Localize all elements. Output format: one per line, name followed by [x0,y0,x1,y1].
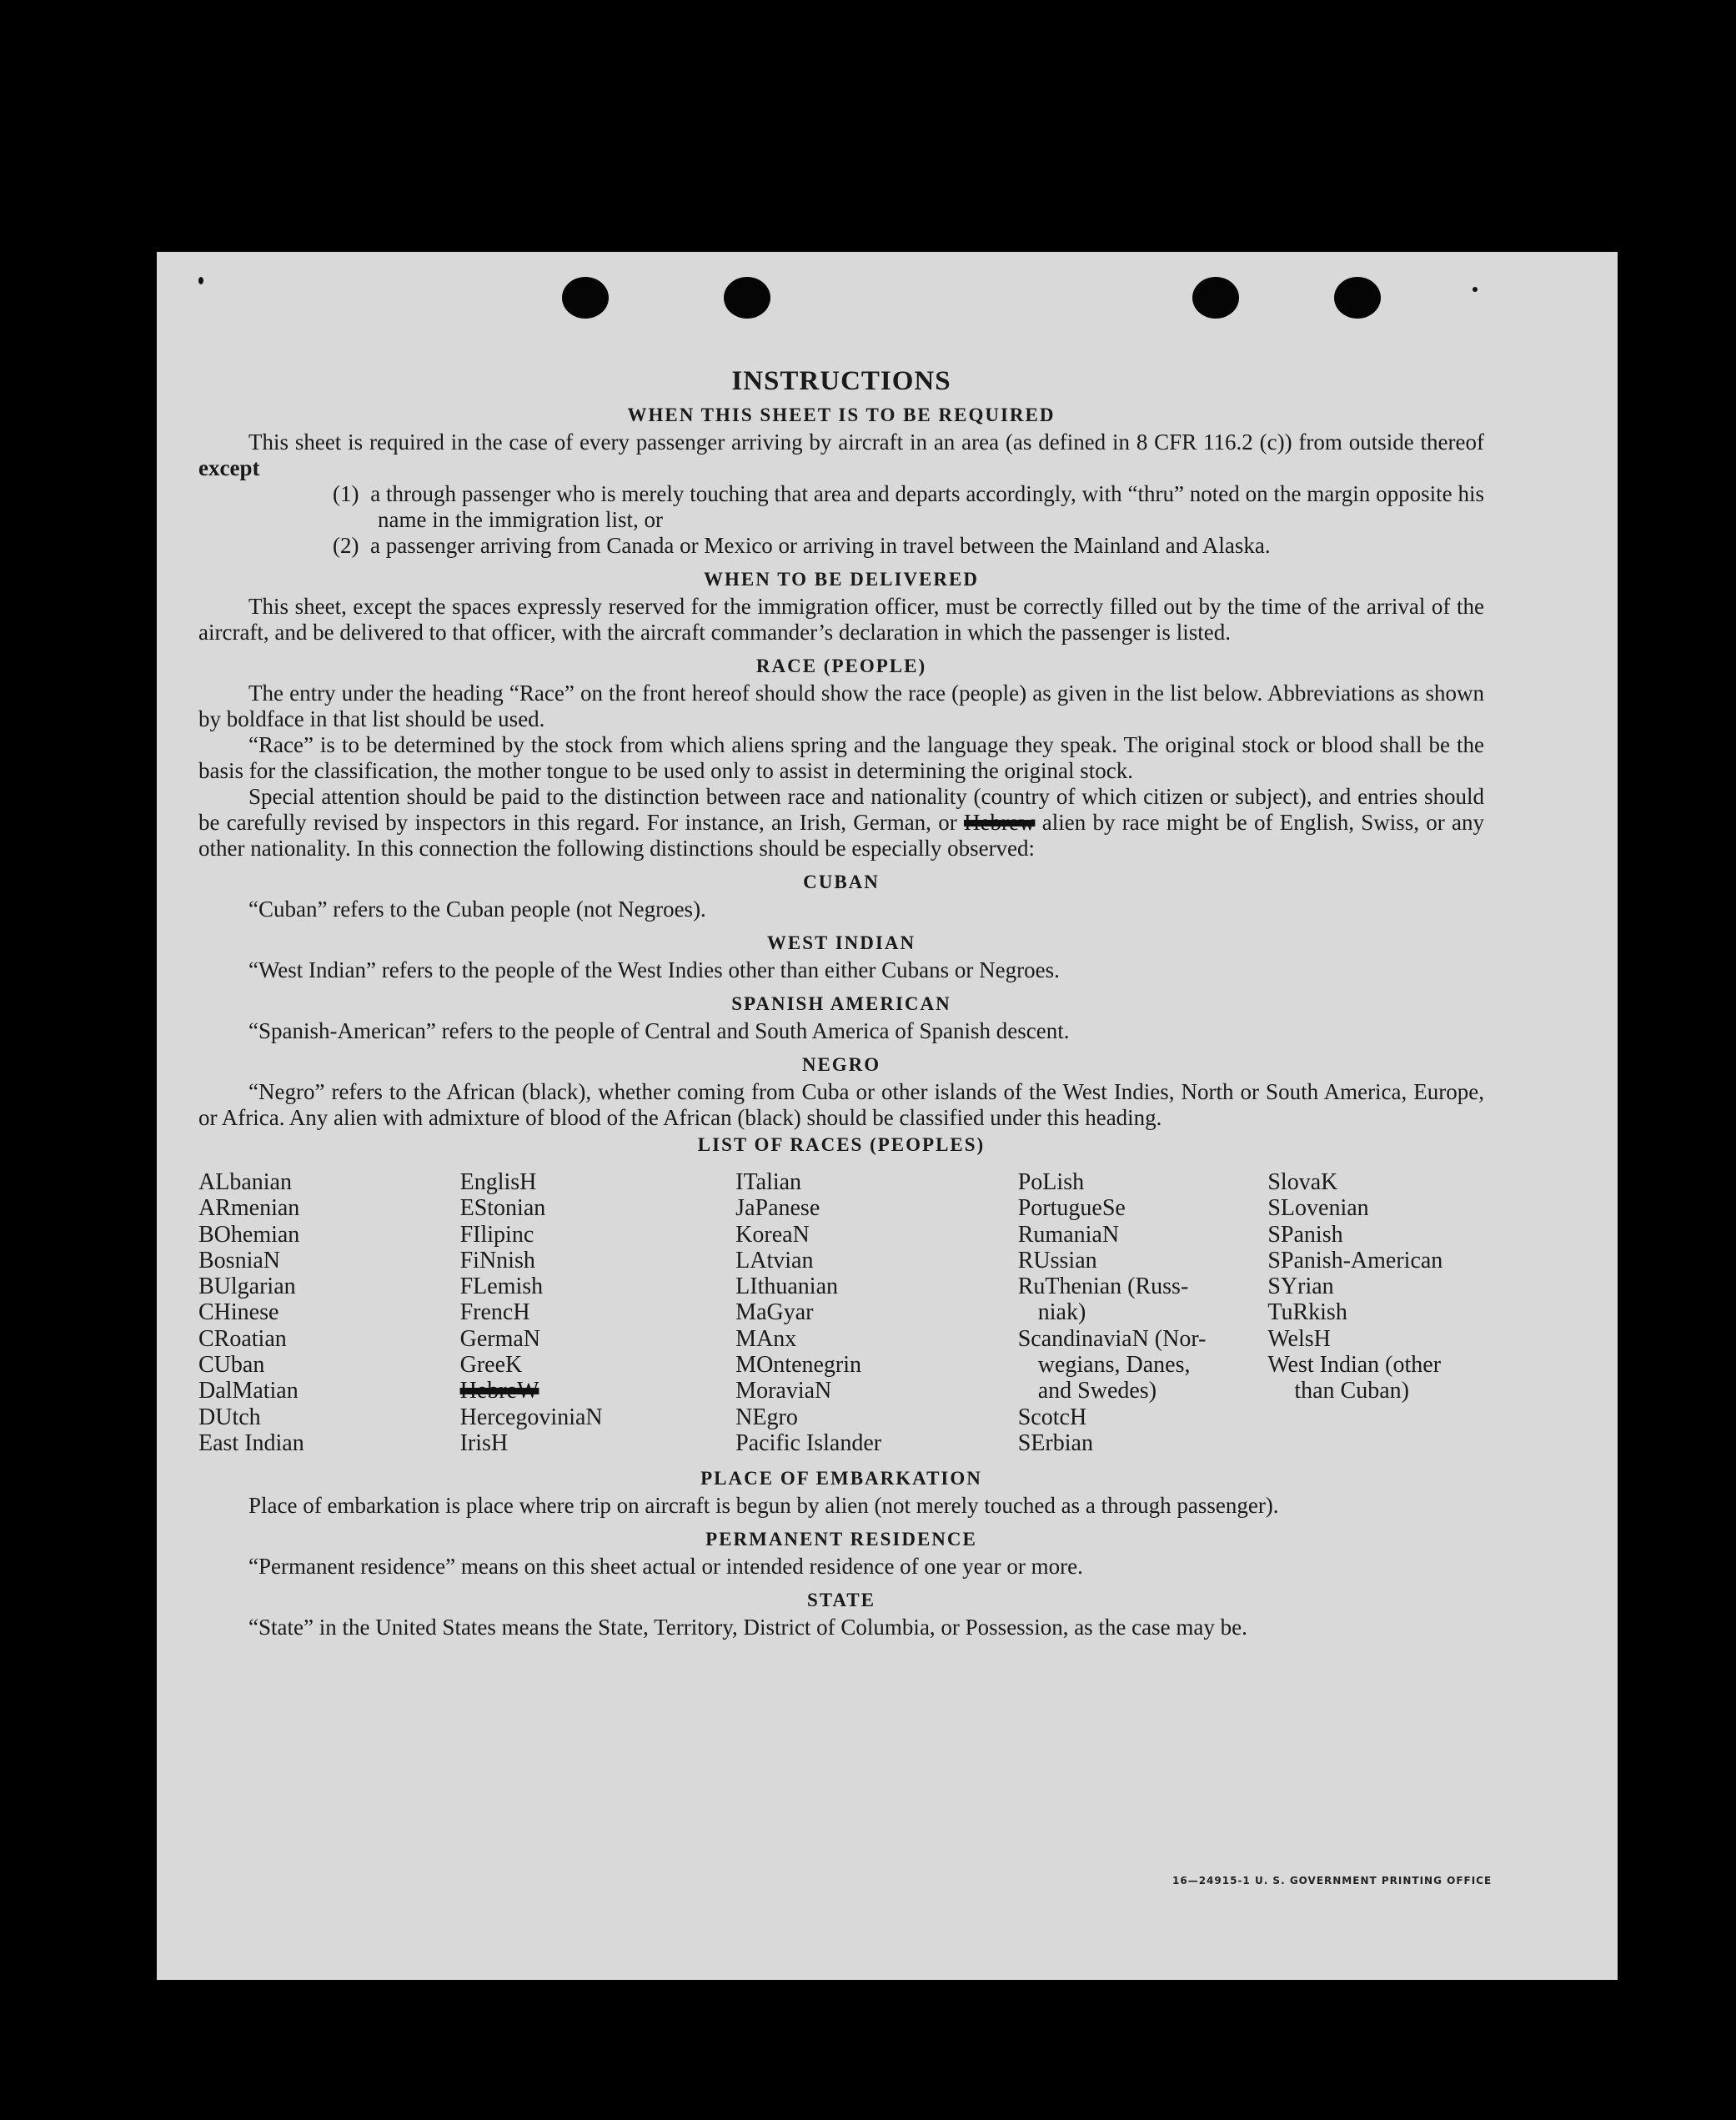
race-item: SYrian [1267,1274,1334,1300]
section-heading-embarkation: PLACE OF EMBARKATION [700,1468,982,1490]
race-item: BOhemian [198,1221,300,1248]
race-item: MOntenegrin [735,1352,862,1379]
speck [198,277,203,284]
struck-word: Hebrew [963,810,1036,835]
race-item: KoreaN [735,1221,810,1248]
race-item: MoraviaN [735,1378,832,1404]
residence-text: “Permanent residence” means on this sheet actual or intended residence of one year or more. [248,1554,1083,1580]
race-item: CRoatian [198,1325,287,1352]
race-item: FLemish [459,1274,544,1300]
races-list [198,1169,1484,1456]
west-indian-text: “West Indian” refers to the people of the West Indies other than either Cubans or Negroes. [248,957,1060,982]
races-column-5 [1267,1169,1484,1456]
races-column-1 [198,1169,460,1456]
punch-hole [562,277,609,319]
race-item: Pacific Islander [735,1429,882,1456]
required-item-2: (2) a passenger arriving from Canada or Mexico or arriving in travel between the Mainland and Alaska. [333,533,1271,558]
race-item: SErbian [1017,1429,1093,1456]
delivered-text: This sheet, except the spaces expressly reserved for the immigration officer, must be correctly filled out by the time of the arrival of the aircraft, and be delivered to that officer, with the aircraft commander’s declaration in which the passenger is listed. [198,594,1484,645]
section-heading-west-indian: WEST INDIAN [766,932,916,953]
section-heading-list-of-races: LIST OF RACES (PEOPLES) [697,1134,986,1155]
required-item-1: (1) a through passenger who is merely touching that area and departs accordingly, with “thru” noted on the margin opposite his name in the immigration list, or [333,481,1484,532]
race-item: CHinese [198,1299,279,1326]
state-text: “State” in the United States means the State, Territory, District of Columbia, or Possession, as the case may be. [248,1615,1247,1640]
race-item: BosniaN [198,1247,280,1274]
race-item: niak) [1037,1299,1086,1326]
punch-hole [1192,277,1239,319]
punch-hole [724,277,770,319]
cuban-text: “Cuban” refers to the Cuban people (not Negroes). [248,897,706,922]
race-item: than Cuban) [1294,1378,1409,1404]
race-item: RuThenian (Russ- [1017,1274,1189,1300]
race-item: NEgro [735,1404,798,1430]
race-paragraph-3: Special attention should be paid to the distinction between race and nationality (country of which citizen or subject), and entries should be carefully revised by inspectors in this regard. For instance, an Irish, German, or Hebrew alien by race might be of English, Swiss, or any other nationality. In this connection the following distinctions should be especially observed: [198,784,1485,861]
race-item: DUtch [198,1404,261,1430]
race-item: MAnx [735,1325,797,1352]
race-item: and Swedes) [1037,1378,1157,1404]
race-item: HercegoviniaN [459,1404,603,1430]
race-item: ARmenian [198,1195,300,1222]
section-heading-required: WHEN THIS SHEET IS TO BE REQUIRED [627,404,1056,425]
punch-hole [1334,277,1381,319]
race-item: RumaniaN [1017,1221,1120,1248]
race-item: RUssian [1017,1247,1097,1274]
races-column-2 [460,1169,736,1456]
race-item: wegians, Danes, [1037,1352,1191,1379]
race-item: TuRkish [1267,1299,1347,1326]
race-paragraph-1: The entry under the heading “Race” on the front hereof should show the race (people) as given in the list below. Abbreviations as shown by boldface in that list should be used. [198,681,1484,731]
race-item: JaPanese [735,1195,820,1222]
page-title: INSTRUCTIONS [731,366,951,396]
race-item: SPanish [1267,1221,1343,1248]
race-item: GermaN [459,1325,540,1352]
races-column-3 [735,1169,1018,1456]
instructions-text [198,366,1485,1640]
race-item: FiNnish [459,1247,535,1274]
race-item: SPanish-American [1267,1247,1443,1274]
race-item: ITalian [735,1169,802,1195]
race-item: ALbanian [198,1169,292,1195]
negro-text: “Negro” refers to the African (black), whether coming from Cuba or other islands of the West Indies, North or South America, Europe, or Africa. Any alien with admixture of blood of the African (black) should be classified under this heading. [198,1079,1484,1130]
race-item: West Indian (other [1267,1352,1442,1379]
race-item: WelsH [1267,1325,1331,1352]
section-heading-negro: NEGRO [801,1054,881,1075]
printer-imprint: 16—24915-1 U. S. GOVERNMENT PRINTING OFFICE [1172,1875,1493,1886]
race-item: FrencH [459,1299,530,1326]
section-heading-race: RACE (PEOPLE) [755,656,927,676]
race-item: PortugueSe [1017,1195,1126,1222]
section-heading-cuban: CUBAN [803,872,880,892]
races-column-4 [1018,1169,1268,1456]
section-heading-delivered: WHEN TO BE DELIVERED [704,569,979,590]
document-page [157,252,1618,1980]
race-item: DalMatian [198,1378,299,1404]
spanish-american-text: “Spanish-American” refers to the people of Central and South America of Spanish descent. [248,1018,1070,1043]
speck [1473,287,1478,292]
embarkation-text: Place of embarkation is place where trip on aircraft is begun by alien (not merely touched as a through passenger). [248,1493,1279,1519]
race-paragraph-2: “Race” is to be determined by the stock from which aliens spring and the language they speak. The original stock or blood shall be the basis for the classification, the mother tongue to be used only to assist in determining the original stock. [198,732,1484,783]
race-item: ScandinaviaN (Nor- [1017,1325,1207,1352]
section-heading-residence: PERMANENT RESIDENCE [705,1529,977,1550]
race-item: ScotcH [1017,1404,1087,1430]
race-item: FIlipinc [459,1221,534,1248]
race-item: CUban [198,1352,265,1379]
race-item: SlovaK [1267,1169,1338,1195]
race-item-struck: HebreW [459,1378,539,1404]
race-item: MaGyar [735,1299,814,1326]
section-heading-state: STATE [806,1590,876,1611]
race-item: East Indian [198,1429,304,1456]
race-item: IrisH [459,1429,509,1456]
section-heading-spanish-american: SPANISH AMERICAN [731,993,951,1014]
race-item: SLovenian [1267,1195,1369,1222]
race-item: LAtvian [735,1247,814,1274]
race-item: EStonian [459,1195,546,1222]
race-item: GreeK [459,1352,523,1379]
race-item: PoLish [1017,1169,1085,1195]
race-item: BUlgarian [198,1274,296,1300]
race-item: LIthuanian [735,1274,839,1300]
race-item: EnglisH [459,1169,537,1195]
required-intro: This sheet is required in the case of every passenger arriving by aircraft in an area (as defined in 8 CFR 116.2 (c)) from outside thereof except [198,430,1484,480]
